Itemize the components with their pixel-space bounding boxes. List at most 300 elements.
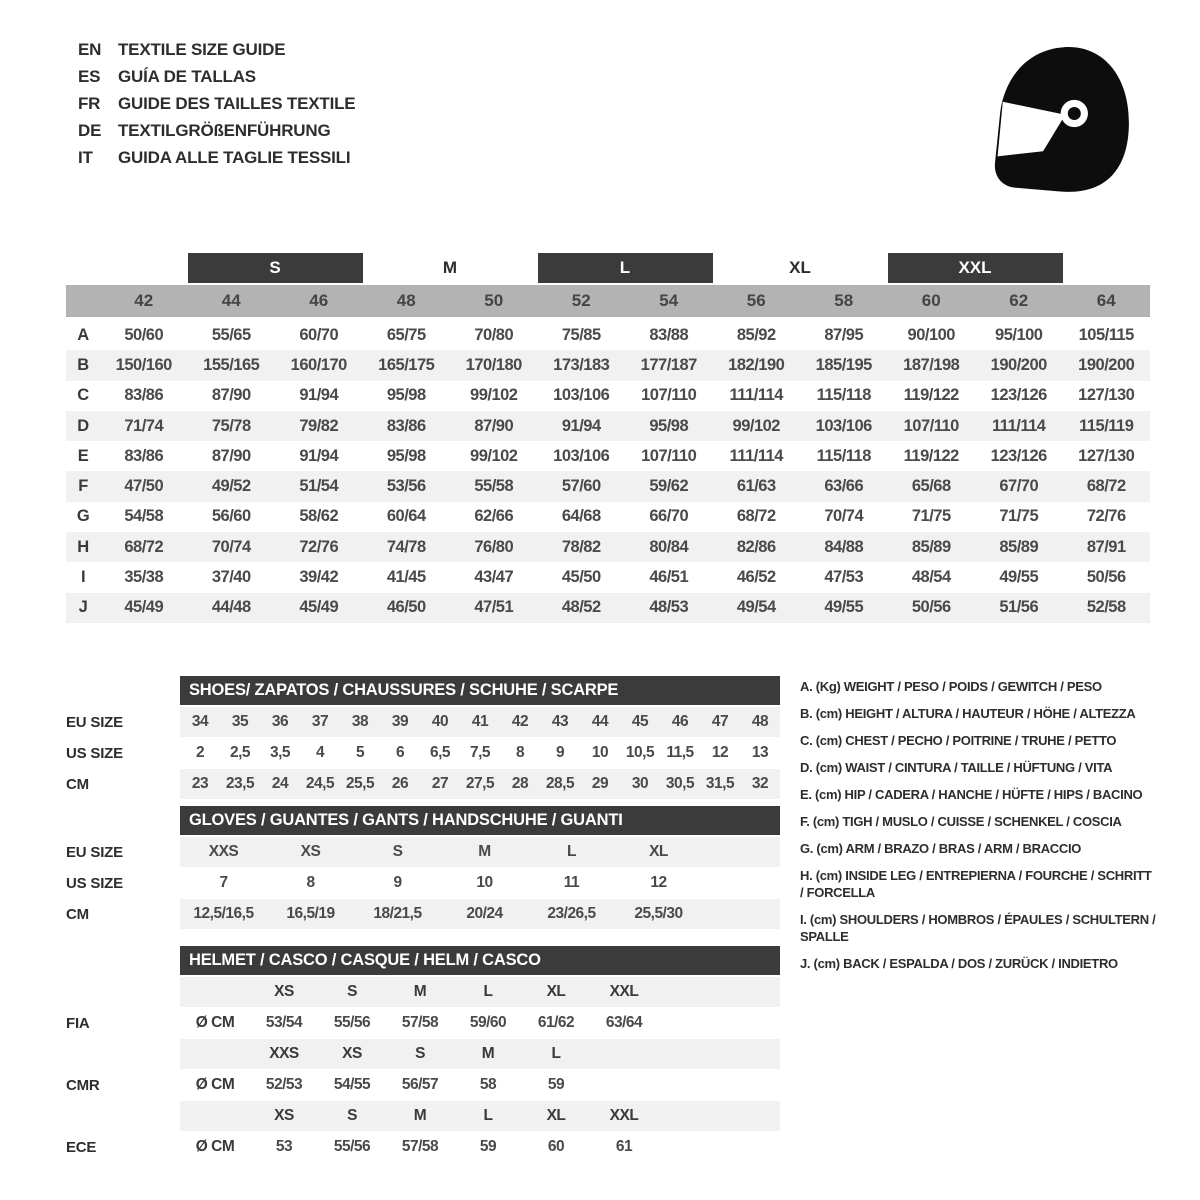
gloves-cell: 18/21,5 <box>373 905 422 922</box>
measurement-cell: 68/72 <box>736 507 776 526</box>
helmet-size-labels <box>180 1039 780 1069</box>
measurement-cell: 75/85 <box>561 325 601 344</box>
measurement-cell: 85/89 <box>911 537 951 556</box>
measurement-cell: 35/38 <box>124 568 164 587</box>
measurement-cell: 72/76 <box>299 537 339 556</box>
helmet-measurement-cell: 61 <box>615 1138 633 1155</box>
guide-title-it: GUIDA ALLE TAGLIE TESSILI <box>118 147 351 167</box>
measurement-cell: 165/175 <box>378 355 435 374</box>
shoes-cell: 26 <box>391 775 409 792</box>
measurement-cell: 58/62 <box>299 507 339 526</box>
measurement-cell: 41/45 <box>386 568 426 587</box>
guide-title-de: TEXTILGRÖßENFÜHRUNG <box>118 120 331 140</box>
measurement-cell: 55/58 <box>474 477 514 496</box>
helmet-standard-row-ece <box>66 1132 780 1162</box>
measurement-cell: 47/51 <box>474 598 514 617</box>
measurement-cell: 46/51 <box>649 568 689 587</box>
helmet-unit-spacer <box>180 1101 250 1131</box>
measurement-cell: 99/102 <box>470 446 518 465</box>
measurement-cell: 182/190 <box>728 355 785 374</box>
measurement-cell: 160/170 <box>290 355 347 374</box>
size-column-54: 54 <box>659 291 679 310</box>
apparel-row-i <box>66 562 1150 592</box>
gloves-row-label: US SIZE <box>66 874 123 892</box>
gloves-cell: 7 <box>219 874 228 891</box>
language-code: EN <box>78 39 102 59</box>
helmet-standard-row-fia <box>66 1008 780 1038</box>
measurement-cell: 59/62 <box>649 477 689 496</box>
shoes-cell: 13 <box>751 744 769 761</box>
helmet-table-title: HELMET / CASCO / CASQUE / HELM / CASCO <box>180 946 780 975</box>
language-code: FR <box>78 93 101 113</box>
shoes-table-title: SHOES/ ZAPATOS / CHAUSSURES / SCHUHE / SCARPE <box>180 676 780 705</box>
measurement-cell: 71/75 <box>999 507 1039 526</box>
measurement-cell: 103/106 <box>815 416 872 435</box>
measurement-cell: 45/50 <box>561 568 601 587</box>
legend-item-a: A. (Kg) WEIGHT / PESO / POIDS / GEWITCH / PESO <box>800 679 1102 694</box>
language-code: IT <box>78 147 93 167</box>
shoes-cell: 28,5 <box>545 775 575 792</box>
helmet-label-spacer <box>66 1039 180 1069</box>
helmet-standard-label: CMR <box>66 1076 100 1094</box>
row-letter: I <box>80 568 86 587</box>
apparel-row-b <box>66 350 1150 380</box>
shoes-cell: 31,5 <box>705 775 735 792</box>
helmet-label-spacer <box>66 977 180 1007</box>
measurement-cell: 107/110 <box>903 416 959 435</box>
helmet-measurement-cell: 53/54 <box>265 1014 303 1031</box>
apparel-size-table <box>66 253 1150 623</box>
shoes-cell: 29 <box>591 775 609 792</box>
size-column-48: 48 <box>396 291 416 310</box>
row-letter: C <box>77 386 89 405</box>
measurement-cell: 170/180 <box>465 355 522 374</box>
measurement-cell: 49/52 <box>211 477 251 496</box>
size-column-58: 58 <box>834 291 854 310</box>
measurement-cell: 111/114 <box>729 386 783 405</box>
measurement-cell: 85/92 <box>736 325 776 344</box>
gloves-cell: XL <box>649 843 668 860</box>
gloves-cell: 16,5/19 <box>286 905 335 922</box>
measurement-cell: 63/66 <box>824 477 864 496</box>
helmet-size-label: M <box>413 1107 427 1124</box>
measurement-cell: 95/100 <box>995 325 1043 344</box>
gloves-cell: 12,5/16,5 <box>193 905 254 922</box>
shoes-cell: 30 <box>631 775 649 792</box>
gloves-cell: 25,5/30 <box>634 905 683 922</box>
shoes-cell: 6,5 <box>429 744 451 761</box>
gloves-values <box>180 899 780 929</box>
measurement-cell: 185/195 <box>815 355 872 374</box>
measurement-cell: 49/55 <box>824 598 864 617</box>
shoes-cell: 23 <box>191 775 209 792</box>
language-row <box>78 36 355 63</box>
helmet-size-header-row <box>66 1101 780 1131</box>
measurement-cell: 87/90 <box>211 446 251 465</box>
measurement-cell: 68/72 <box>124 537 164 556</box>
helmet-measurement-cell: 63/64 <box>605 1014 643 1031</box>
gloves-cell: S <box>392 843 403 860</box>
helmet-size-label <box>590 1039 658 1069</box>
measurement-cell: 83/86 <box>386 416 426 435</box>
shoes-row <box>66 707 780 737</box>
apparel-row-d <box>66 411 1150 441</box>
measurement-cell: 64/68 <box>561 507 601 526</box>
shoes-cell: 40 <box>431 713 449 730</box>
size-column-60: 60 <box>921 291 941 310</box>
measurement-cell: 46/52 <box>736 568 776 587</box>
helmet-size-label: M <box>413 983 427 1000</box>
legend-item-e: E. (cm) HIP / CADERA / HANCHE / HÜFTE / HIPS / BACINO <box>800 787 1143 802</box>
helmet-unit-spacer <box>180 977 250 1007</box>
measurement-cell: 87/90 <box>211 386 251 405</box>
legend-item-g: G. (cm) ARM / BRAZO / BRAS / ARM / BRACCIO <box>800 841 1082 856</box>
shoes-cell: 28 <box>511 775 529 792</box>
size-column-56: 56 <box>746 291 766 310</box>
helmet-size-label: XL <box>546 983 566 1000</box>
measurement-cell: 87/91 <box>1086 537 1126 556</box>
helmet-measurement-cell: 59 <box>547 1076 565 1093</box>
gloves-values <box>180 837 780 867</box>
measurement-cell: 87/90 <box>474 416 514 435</box>
size-group-s: S <box>188 253 363 283</box>
helmet-standard-values <box>180 1132 780 1162</box>
helmet-measurement-cell: 58 <box>479 1076 497 1093</box>
band-spacer <box>66 285 100 317</box>
legend-item-c: C. (cm) CHEST / PECHO / POITRINE / TRUHE / PETTO <box>800 733 1117 748</box>
shoes-cell: 46 <box>671 713 689 730</box>
shoes-cell: 11,5 <box>666 744 694 761</box>
shoes-cell: 9 <box>555 744 565 761</box>
row-letter: F <box>78 477 88 496</box>
measurement-cell: 49/55 <box>999 568 1039 587</box>
helmet-measurement-cell: 52/53 <box>265 1076 303 1093</box>
measurement-cell: 56/60 <box>211 507 251 526</box>
helmet-size-label: XS <box>274 1107 294 1124</box>
measurement-cell: 111/114 <box>729 446 783 465</box>
measurement-cell: 45/49 <box>124 598 164 617</box>
row-letter: B <box>77 355 89 374</box>
measurement-cell: 71/75 <box>911 507 951 526</box>
helmet-size-label: L <box>551 1045 561 1062</box>
shoes-cell: 8 <box>515 744 525 761</box>
language-header <box>78 36 355 171</box>
helmet-size-label: S <box>347 1107 357 1124</box>
helmet-size-labels <box>180 977 780 1007</box>
helmet-standard-values <box>180 1008 780 1038</box>
measurement-cell: 83/88 <box>649 325 689 344</box>
helmet-label-spacer <box>66 1101 180 1131</box>
shoes-cell: 45 <box>631 713 649 730</box>
shoes-values <box>180 769 780 799</box>
size-column-50: 50 <box>484 291 504 310</box>
row-letter: D <box>77 416 89 435</box>
row-letter: A <box>77 325 89 344</box>
helmet-filler <box>658 1039 780 1069</box>
shoes-cell: 5 <box>355 744 365 761</box>
measurement-cell: 95/98 <box>386 386 426 405</box>
apparel-row-g <box>66 502 1150 532</box>
helmet-size-header-row <box>66 1039 780 1069</box>
measurement-cell: 119/122 <box>903 446 959 465</box>
language-row <box>78 63 355 90</box>
gloves-row <box>66 899 780 929</box>
measurement-cell: 43/47 <box>474 568 514 587</box>
helmet-measurement-cell: 57/58 <box>401 1014 439 1031</box>
measurement-cell: 51/54 <box>299 477 339 496</box>
measurement-cell: 190/200 <box>1078 355 1135 374</box>
measurement-cell: 127/130 <box>1078 386 1135 405</box>
shoes-rows <box>66 707 780 799</box>
measurement-cell: 91/94 <box>299 386 339 405</box>
helmet-rows <box>66 977 780 1162</box>
measurement-cell: 61/63 <box>736 477 776 496</box>
measurement-cell: 54/58 <box>124 507 164 526</box>
gloves-cell: 10 <box>476 874 493 891</box>
shoes-cell: 24 <box>271 775 289 792</box>
measurement-cell: 52/58 <box>1086 598 1126 617</box>
row-letter: J <box>78 598 88 617</box>
gloves-cell: 11 <box>563 874 580 891</box>
helmet-standard-values <box>180 1070 780 1100</box>
helmet-size-label: L <box>483 983 493 1000</box>
gloves-cell: 8 <box>306 874 315 891</box>
legend-item-d: D. (cm) WAIST / CINTURA / TAILLE / HÜFTUNG / VITA <box>800 760 1113 775</box>
measurement-cell: 78/82 <box>561 537 601 556</box>
size-column-44: 44 <box>221 291 241 310</box>
size-group-m: M <box>442 258 458 277</box>
shoes-cell: 10 <box>591 744 609 761</box>
measurement-cell: 47/53 <box>824 568 864 587</box>
gloves-row <box>66 837 780 867</box>
measurement-cell: 187/198 <box>903 355 960 374</box>
size-group-xxl: XXL <box>888 253 1063 283</box>
measurement-cell: 115/118 <box>816 386 871 405</box>
measurement-cell: 55/65 <box>211 325 251 344</box>
measurement-cell: 37/40 <box>211 568 251 587</box>
gloves-row-label: CM <box>66 905 89 923</box>
measurement-cell: 71/74 <box>124 416 164 435</box>
helmet-filler <box>658 1101 780 1131</box>
shoes-cell: 48 <box>751 713 769 730</box>
measurement-cell: 83/86 <box>124 446 164 465</box>
shoes-cell: 10,5 <box>625 744 655 761</box>
language-code: ES <box>78 66 101 86</box>
shoes-cell: 25,5 <box>345 775 375 792</box>
measurement-cell: 90/100 <box>907 325 955 344</box>
measurement-cell: 39/42 <box>299 568 339 587</box>
measurement-cell: 49/54 <box>736 598 776 617</box>
gloves-size-table <box>66 806 780 930</box>
measurement-cell: 91/94 <box>299 446 339 465</box>
shoes-cell: 41 <box>471 713 489 730</box>
gloves-cell: L <box>567 843 576 860</box>
helmet-standard-label: FIA <box>66 1014 90 1032</box>
helmet-measurement-cell: 57/58 <box>401 1138 439 1155</box>
measurement-cell: 190/200 <box>990 355 1047 374</box>
helmet-filler <box>658 977 780 1007</box>
shoes-cell: 2 <box>195 744 205 761</box>
shoes-cell: 6 <box>395 744 405 761</box>
measurement-cell: 99/102 <box>732 416 780 435</box>
measurement-cell: 67/70 <box>999 477 1039 496</box>
measurement-cell: 65/75 <box>386 325 426 344</box>
measurement-cell: 107/110 <box>641 446 697 465</box>
helmet-unit-spacer <box>180 1039 250 1069</box>
legend-item-b: B. (cm) HEIGHT / ALTURA / HAUTEUR / HÖHE / ALTEZZA <box>800 706 1136 721</box>
shoes-cell: 37 <box>311 713 329 730</box>
measurement-cell: 57/60 <box>561 477 601 496</box>
measurement-cell: 46/50 <box>386 598 426 617</box>
measurement-cell: 103/106 <box>553 386 610 405</box>
shoes-cell: 32 <box>751 775 769 792</box>
measurement-cell: 50/56 <box>1086 568 1126 587</box>
size-column-52: 52 <box>571 291 591 310</box>
shoes-cell: 47 <box>711 713 729 730</box>
helmet-size-table <box>66 946 780 1163</box>
measurement-cell: 76/80 <box>474 537 514 556</box>
language-row <box>78 90 355 117</box>
measurement-cell: 84/88 <box>824 537 864 556</box>
language-code: DE <box>78 120 102 140</box>
measurement-cell: 48/54 <box>911 568 951 587</box>
measurement-cell: 91/94 <box>561 416 601 435</box>
row-letter: G <box>76 507 90 526</box>
measurement-cell: 82/86 <box>736 537 776 556</box>
guide-title-fr: GUIDE DES TAILLES TEXTILE <box>118 93 356 113</box>
measurement-cell: 103/106 <box>553 446 610 465</box>
legend-item-f: F. (cm) TIGH / MUSLO / CUISSE / SCHENKEL / COSCIA <box>800 814 1122 829</box>
shoes-cell: 2,5 <box>229 744 251 761</box>
helmet-filler <box>658 1070 780 1100</box>
gloves-cell: 9 <box>393 874 402 891</box>
helmet-size-label: XS <box>274 983 294 1000</box>
measurement-cell: 123/126 <box>990 386 1047 405</box>
shoes-cell: 38 <box>351 713 369 730</box>
size-column-46: 46 <box>309 291 329 310</box>
measurement-legend <box>800 678 1158 982</box>
legend-item-j: J. (cm) BACK / ESPALDA / DOS / ZURÜCK / INDIETRO <box>800 956 1118 971</box>
helmet-size-labels <box>180 1101 780 1131</box>
helmet-filler <box>658 1008 780 1038</box>
measurement-cell: 53/56 <box>386 477 426 496</box>
measurement-cell: 99/102 <box>470 386 518 405</box>
helmet-measurement-cell: 59/60 <box>469 1014 507 1031</box>
measurement-cell: 105/115 <box>1078 325 1134 344</box>
apparel-row-e <box>66 441 1150 471</box>
measurement-cell: 75/78 <box>211 416 251 435</box>
measurement-cell: 45/49 <box>299 598 339 617</box>
gloves-cell: M <box>478 843 491 860</box>
guide-title-en: TEXTILE SIZE GUIDE <box>118 39 286 59</box>
helmet-measurement-cell: 61/62 <box>537 1014 575 1031</box>
racing-helmet-icon <box>982 38 1138 202</box>
measurement-cell: 119/122 <box>903 386 959 405</box>
measurement-cell: 48/52 <box>561 598 601 617</box>
helmet-measurement-cell: 54/55 <box>333 1076 371 1093</box>
measurement-cell: 85/89 <box>999 537 1039 556</box>
measurement-cell: 72/76 <box>1086 507 1126 526</box>
measurement-cell: 48/53 <box>649 598 689 617</box>
shoes-cell: 36 <box>271 713 289 730</box>
gloves-values <box>180 868 780 898</box>
gloves-cell: XXS <box>208 843 239 860</box>
shoes-cell: 27 <box>431 775 449 792</box>
measurement-cell: 62/66 <box>474 507 514 526</box>
racing-helmet-glyph <box>982 38 1138 202</box>
helmet-size-label: XXL <box>609 1107 639 1124</box>
apparel-row-f <box>66 471 1150 501</box>
measurement-cell: 150/160 <box>115 355 172 374</box>
measurement-cell: 95/98 <box>386 446 426 465</box>
measurement-cell: 70/74 <box>211 537 251 556</box>
gloves-row <box>66 868 780 898</box>
gloves-cell: XS <box>300 843 321 860</box>
gloves-cell: 23/26,5 <box>547 905 596 922</box>
shoes-cell: 24,5 <box>305 775 335 792</box>
helmet-measurement-cell: 60 <box>547 1138 565 1155</box>
helmet-measurement-cell: 56/57 <box>401 1076 439 1093</box>
shoes-cell: 35 <box>231 713 249 730</box>
helmet-size-label: L <box>483 1107 493 1124</box>
shoes-cell: 27,5 <box>465 775 495 792</box>
measurement-cell: 127/130 <box>1078 446 1135 465</box>
apparel-row-j <box>66 593 1150 623</box>
measurement-cell: 107/110 <box>641 386 697 405</box>
legend-item-i: I. (cm) SHOULDERS / HOMBROS / ÉPAULES / SCHULTERN / SPALLE <box>800 912 1156 944</box>
shoes-row <box>66 769 780 799</box>
measurement-cell: 68/72 <box>1086 477 1126 496</box>
size-column-64: 64 <box>1096 291 1116 310</box>
helmet-measurement-cell: 59 <box>479 1138 497 1155</box>
shoes-cell: 44 <box>591 713 609 730</box>
shoes-cell: 34 <box>191 713 209 730</box>
measurement-cell: 177/187 <box>640 355 697 374</box>
shoes-cell: 12 <box>711 744 729 761</box>
helmet-standard-row-cmr <box>66 1070 780 1100</box>
shoes-cell: 23,5 <box>225 775 255 792</box>
helmet-measurement-cell: 55/56 <box>333 1138 371 1155</box>
apparel-row-h <box>66 532 1150 562</box>
row-letter: H <box>77 537 89 556</box>
helmet-measurement-cell <box>590 1070 658 1100</box>
size-column-62: 62 <box>1009 291 1029 310</box>
row-letter: E <box>77 446 89 465</box>
apparel-row-a <box>66 320 1150 350</box>
measurement-cell: 95/98 <box>649 416 689 435</box>
helmet-size-header-row <box>66 977 780 1007</box>
shoes-cell: 7,5 <box>469 744 491 761</box>
measurement-cell: 87/95 <box>824 325 864 344</box>
measurement-cell: 70/80 <box>474 325 514 344</box>
helmet-standard-label: ECE <box>66 1138 97 1156</box>
measurement-cell: 74/78 <box>386 537 426 556</box>
measurement-cell: 70/74 <box>824 507 864 526</box>
gloves-rows <box>66 837 780 929</box>
measurement-cell: 111/114 <box>992 416 1046 435</box>
measurement-cell: 79/82 <box>299 416 339 435</box>
measurement-cell: 60/70 <box>299 325 339 344</box>
gloves-cell: 12 <box>650 874 667 891</box>
measurement-cell: 115/118 <box>816 446 871 465</box>
shoes-cell: 4 <box>315 744 325 761</box>
shoes-cell: 43 <box>551 713 569 730</box>
helmet-size-label: XS <box>342 1045 362 1062</box>
gloves-row-label: EU SIZE <box>66 843 123 861</box>
helmet-filler <box>658 1132 780 1162</box>
legend-item-h: H. (cm) INSIDE LEG / ENTREPIERNA / FOURCHE / SCHRITT / FORCELLA <box>800 868 1152 900</box>
shoes-values <box>180 707 780 737</box>
